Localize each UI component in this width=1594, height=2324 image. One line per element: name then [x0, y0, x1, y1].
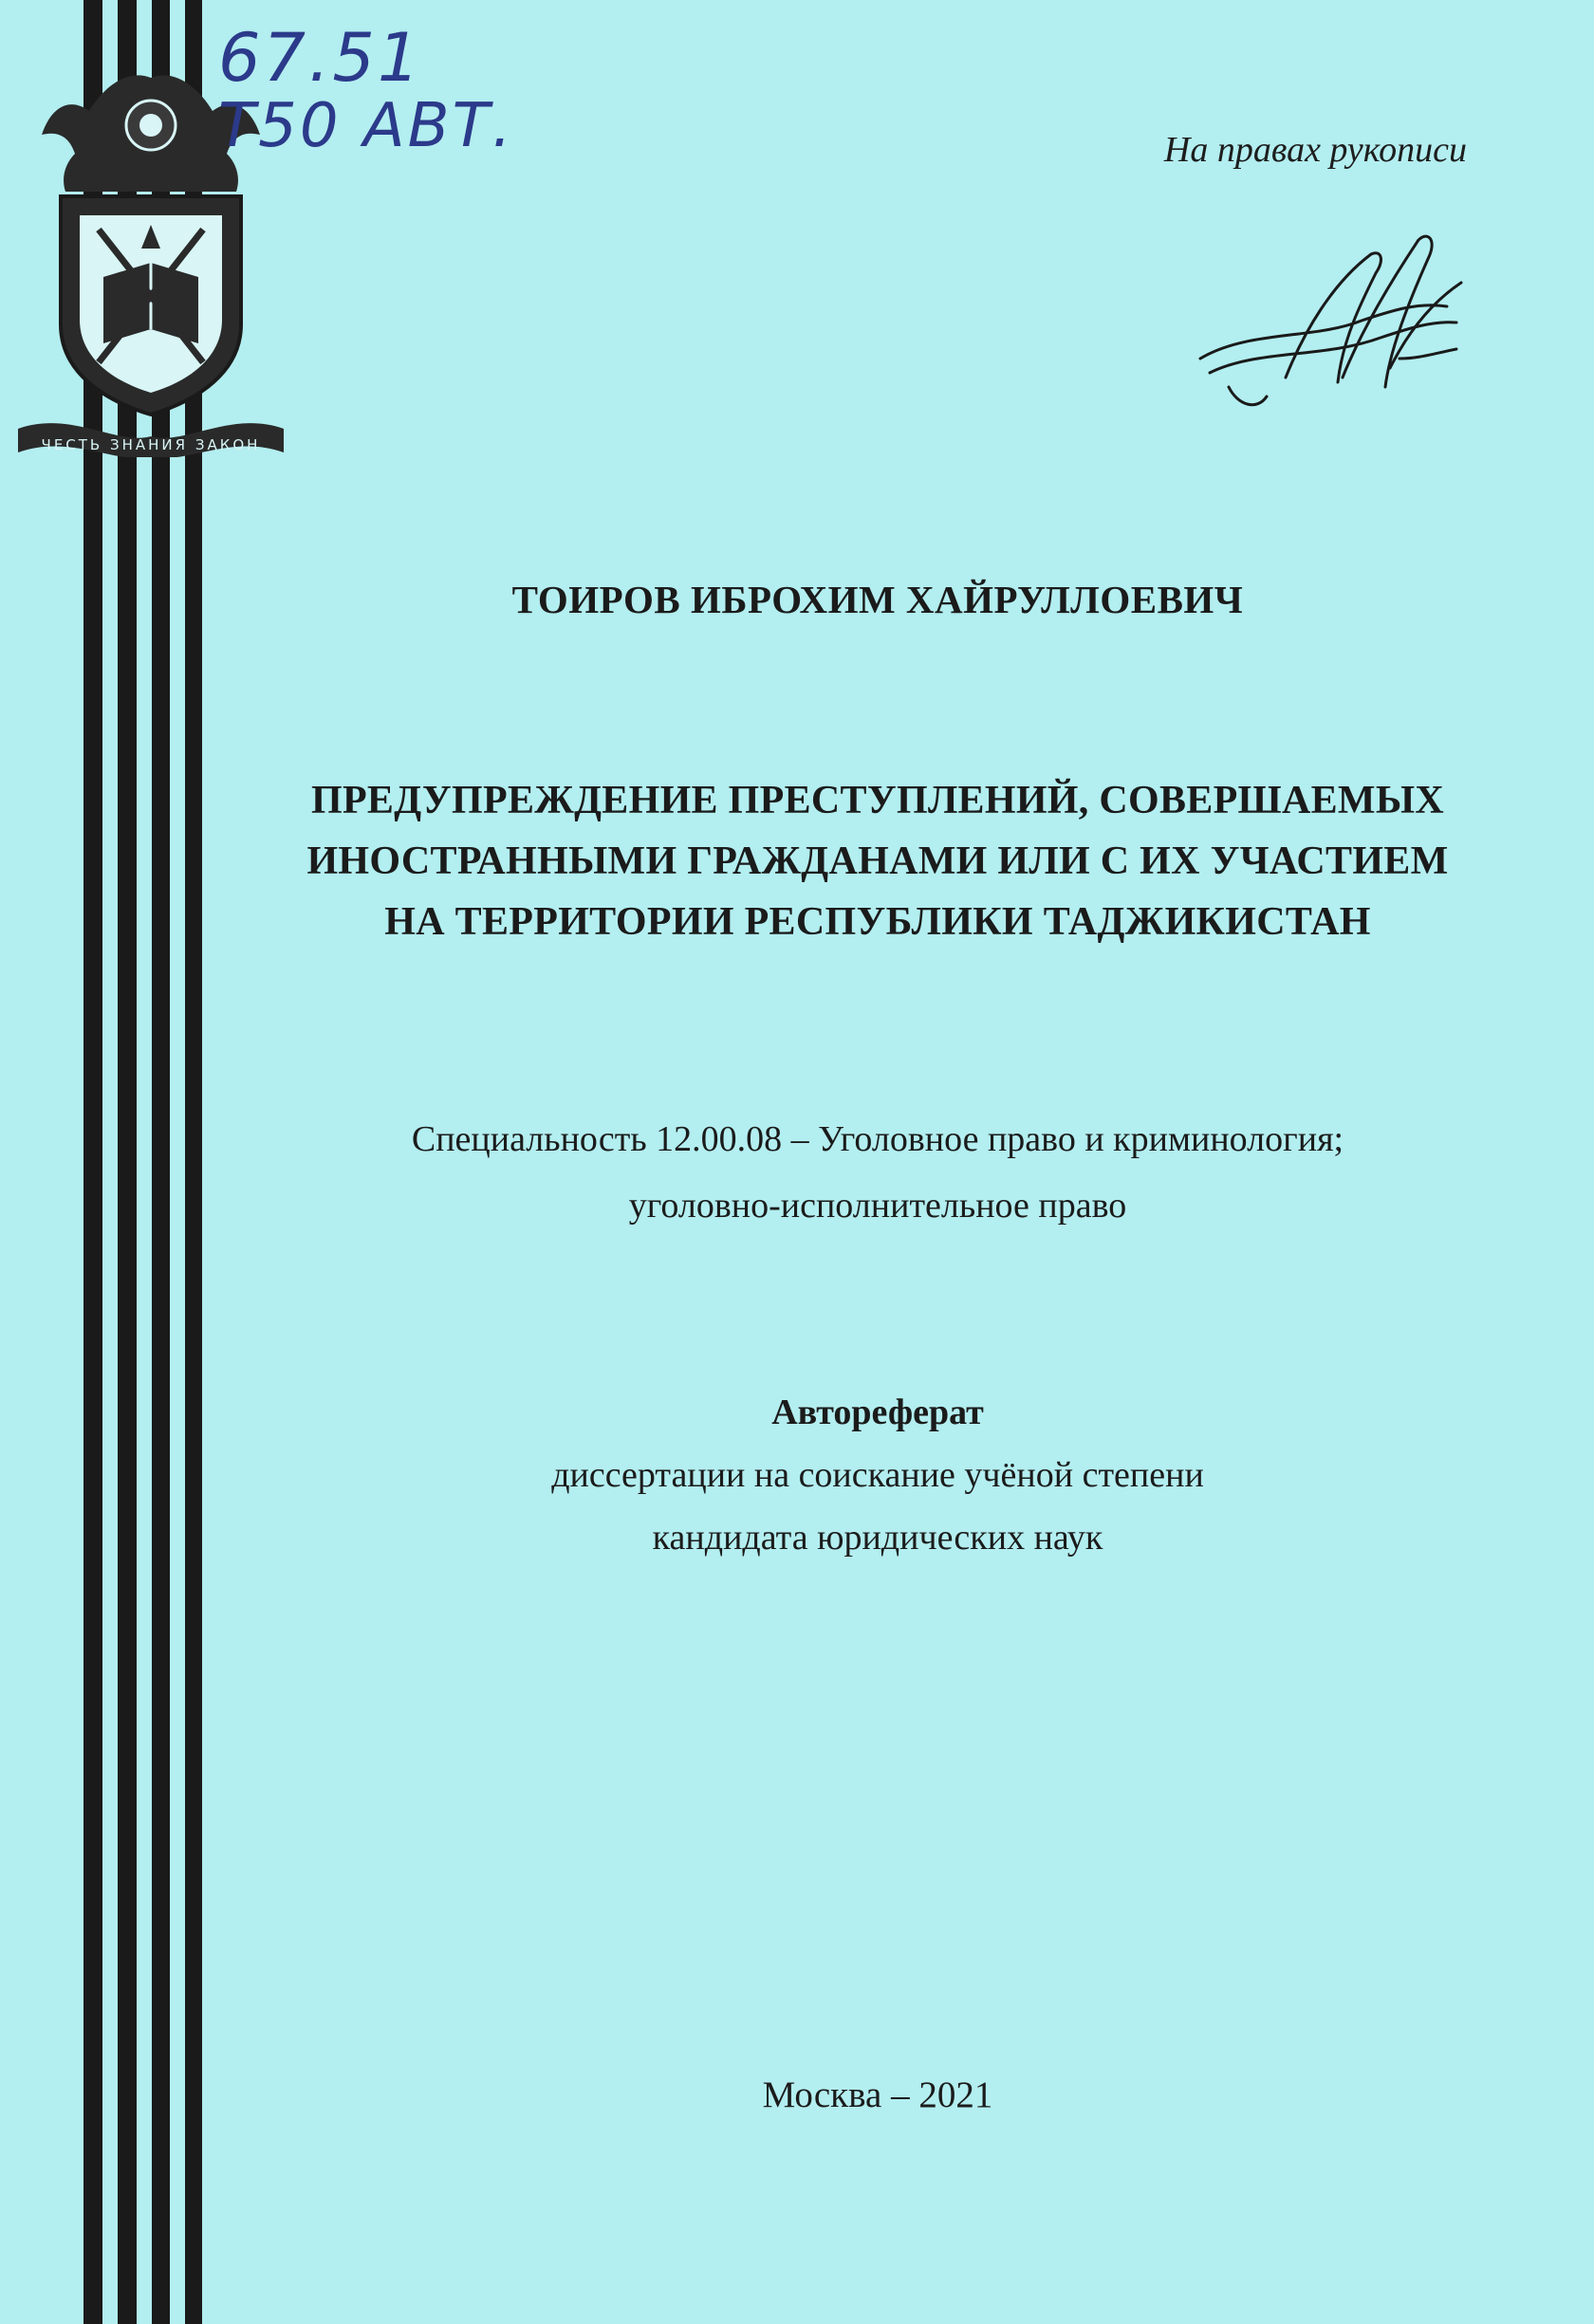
manuscript-note: На правах рукописи	[1163, 130, 1467, 170]
title-line: ПРЕДУПРЕЖДЕНИЕ ПРЕСТУПЛЕНИЙ, СОВЕРШАЕМЫХ	[310, 779, 1445, 822]
signature-icon	[1172, 216, 1485, 425]
specialty-line: Специальность 12.00.08 – Уголовное право и криминология;	[411, 1119, 1344, 1159]
author-name: ТОИРОВ ИБРОХИМ ХАЙРУЛЛОЕВИЧ	[511, 578, 1244, 621]
abstract-line: кандидата юридических наук	[652, 1518, 1103, 1558]
specialty	[285, 1106, 1471, 1239]
thesis-title	[285, 770, 1471, 952]
city-year: Москва – 2021	[762, 2075, 993, 2115]
abstract-line: диссертации на соискание учёной степени	[551, 1455, 1204, 1495]
specialty-line: уголовно-исполнительное право	[628, 1186, 1127, 1226]
svg-text:ЧЕСТЬ ЗНАНИЯ ЗАКОН: ЧЕСТЬ ЗНАНИЯ ЗАКОН	[41, 436, 261, 453]
abstract-block	[285, 1381, 1471, 1569]
abstract-label: Автореферат	[771, 1393, 984, 1432]
library-code-line2: Т50 АВТ.	[218, 91, 514, 161]
title-line: НА ТЕРРИТОРИИ РЕСПУБЛИКИ ТАДЖИКИСТАН	[384, 900, 1371, 944]
title-line: ИНОСТРАННЫМИ ГРАЖДАНАМИ ИЛИ С ИХ УЧАСТИЕМ	[306, 839, 1449, 883]
library-code-line1: 67.51	[218, 19, 423, 97]
